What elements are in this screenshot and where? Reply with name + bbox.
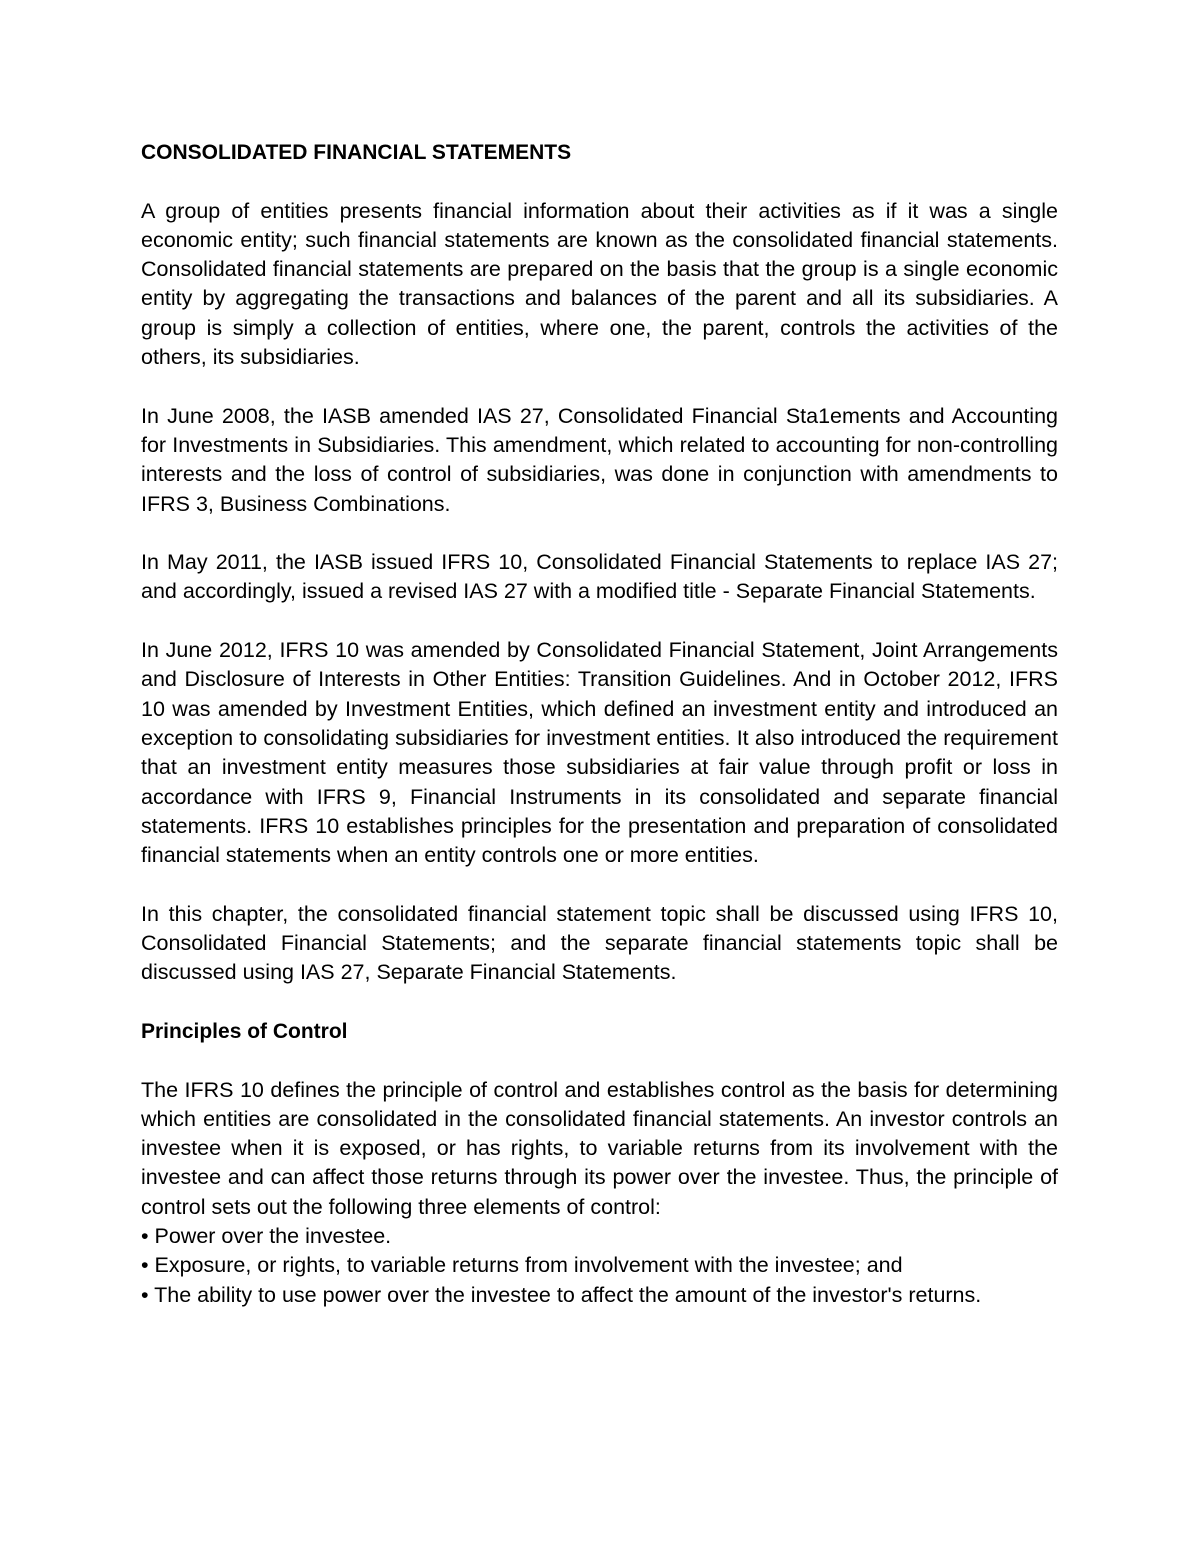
- spacer: [141, 1046, 1058, 1075]
- paragraph-this-chapter: In this chapter, the consolidated financial statement topic shall be discussed using IFRS 10, Consolidated Financial Statements; and the separate financial statements topic shall be discussed using IAS 27, Separate Financial Statements.: [141, 901, 1058, 985]
- list-item: • Power over the investee.: [141, 1223, 392, 1248]
- paragraph-june-2012: In June 2012, IFRS 10 was amended by Consolidated Financial Statement, Joint Arrangements and Disclosure of Interests in Other Entities: Transition Guidelines. And in October 2012, IFRS 10 was amended by Investment Entities, which defined an investment entity and introduced an exception to consolidating subsidiaries for investment entities. It also introduced the requirement that an investment entity measures those subsidiaries at fair value through profit or loss in accordance with IFRS 9, Financial Instruments in its consolidated and separate financial statements. IFRS 10 establishes principles for the presentation and preparation of consolidated financial statements when an entity controls one or more entities.: [141, 638, 1058, 868]
- spacer: [141, 988, 1058, 1017]
- paragraph-june-2008: In June 2008, the IASB amended IAS 27, Consolidated Financial Sta1ements and Accounting for Investments in Subsidiaries. This amendment, which related to accounting for non-controlling interests and the loss of control of subsidiaries, was done in conjunction with amendments to IFRS 3, Business Combinations.: [141, 403, 1058, 516]
- document-title: CONSOLIDATED FINANCIAL STATEMENTS: [141, 141, 572, 164]
- paragraph-intro: A group of entities presents financial information about their activities as if it was a single economic entity; such financial statements are known as the consolidated financial statements. Consolidated financial statements are prepared on the basis that the group is a single economic entity by aggregating the transactions and balances of the parent and all its subsidiaries. A group is simply a collection of entities, where one, the parent, controls the activities of the others, its subsidiaries.: [141, 198, 1058, 370]
- section-heading: Principles of Control: [141, 1019, 348, 1043]
- paragraph-may-2011: In May 2011, the IASB issued IFRS 10, Consolidated Financial Statements to replace IAS 27; and accordingly, issued a revised IAS 27 with a modified title - Separate Financial Statements.: [141, 550, 1058, 604]
- paragraph-principles-intro: The IFRS 10 defines the principle of control and establishes control as the basis for determining which entities are consolidated in the consolidated financial statements. An investor controls an investee when it is exposed, or has rights, to variable returns from its involvement with the investee and can affect those returns through its power over the investee. Thus, the principle of control sets out the following three elements of control:: [141, 1077, 1058, 1219]
- spacer: [141, 870, 1058, 899]
- list-item: • Exposure, or rights, to variable returns from involvement with the investee; and: [141, 1253, 903, 1278]
- spacer: [141, 519, 1058, 548]
- list-item: • The ability to use power over the investee to affect the amount of the investor's returns.: [141, 1282, 982, 1307]
- spacer: [141, 372, 1058, 401]
- control-elements-list: [141, 1222, 1058, 1310]
- spacer: [141, 607, 1058, 636]
- spacer: [141, 167, 1058, 196]
- document-page: [141, 138, 1058, 1310]
